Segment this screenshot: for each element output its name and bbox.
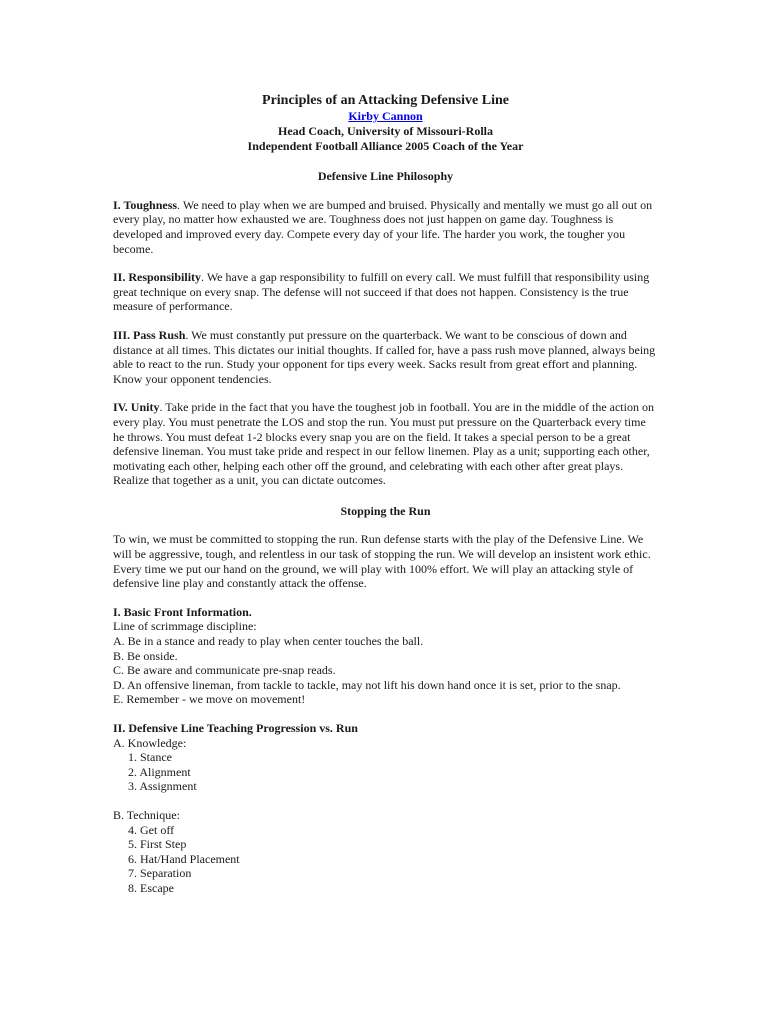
paragraph-text: . Take pride in the fact that you have the toughest job in football. You are in the middle of the action on every play. You must penetrate the LOS and stop the run. You must put pressure on the Quarterback every time he throws. You must defeat 1-2 blocks every snap you are on the field. It takes a special person to be a great defensive lineman. You must take pride and respect in our fellow linemen. Play as a unit; supporting each other, motivating each other, helping each other off the ground, and celebrating with each other after great plays. Realize that together as a unit, you can dictate outcomes.	[113, 400, 654, 488]
paragraph-label: I. Toughness	[113, 197, 178, 212]
run-intro: To win, we must be committed to stopping the run. Run defense starts with the play of the Defensive Line. We will be aggressive, tough, and relentless in our task of stopping the run. We will develop an insistent work ethic. Every time we put our hand on the ground, we will play with 100% effort. We will play an attacking style of defensive line play and constantly attack the offense.	[113, 532, 651, 591]
document-header	[113, 93, 658, 153]
technique-label: B. Technique:	[113, 807, 180, 822]
document-title: Principles of an Attacking Defensive Line	[262, 93, 509, 108]
progression-heading: II. Defensive Line Teaching Progression vs. Run	[113, 721, 358, 735]
list-item: 3. Assignment	[128, 779, 197, 794]
philosophy-heading: Defensive Line Philosophy	[317, 169, 454, 184]
paragraph-text: . We must constantly put pressure on the quarterback. We want to be conscious of down and distance at all times. This dictates our initial thoughts. If called for, have a pass rush move planned, always being able to react to the run. Study your opponent for tips every week. Sacks result from great effort and planning. Know your opponent tendencies.	[113, 327, 656, 386]
document-body	[113, 93, 658, 896]
list-item: D. An offensive lineman, from tackle to tackle, may not lift his down hand once it is set, prior to the snap.	[113, 677, 621, 692]
list-item: 4. Get off	[128, 822, 175, 837]
philosophy-paragraph	[113, 400, 658, 488]
list-item: 7. Separation	[128, 866, 192, 881]
list-item: E. Remember - we move on movement!	[113, 692, 306, 707]
list-item: 5. First Step	[128, 837, 187, 852]
author-award: Independent Football Alliance 2005 Coach of the Year	[247, 138, 524, 153]
paragraph-text: . We have a gap responsibility to fulfill on every call. We must fulfill that responsibility using great technique on every snap. The defense will not succeed if that does not happen. Consistency is the true measure of performance.	[113, 270, 650, 314]
list-item: B. Be onside.	[113, 648, 178, 663]
knowledge-label: A. Knowledge:	[113, 735, 187, 750]
paragraph-text: . We need to play when we are bumped and bruised. Physically and mentally we must go all out on every play, no matter how exhausted we are. Toughness does not just happen on game day. Toughness is developed and improved every day. Compete every day of your life. The harder you work, the tougher you become.	[113, 197, 653, 256]
list-item: 2. Alignment	[128, 764, 191, 779]
list-item: C. Be aware and communicate pre-snap reads.	[113, 663, 336, 678]
list-item: 8. Escape	[128, 880, 174, 895]
paragraph-label: IV. Unity	[113, 400, 160, 415]
philosophy-paragraph	[113, 328, 658, 386]
philosophy-paragraph	[113, 198, 658, 256]
list-item: A. Be in a stance and ready to play when center touches the ball.	[113, 634, 424, 649]
run-heading: Stopping the Run	[340, 503, 431, 518]
basic-front-lead: Line of scrimmage discipline:	[113, 619, 257, 634]
paragraph-label: II. Responsibility	[113, 270, 202, 285]
basic-front-heading: I. Basic Front Information.	[113, 604, 252, 619]
philosophy-paragraph	[113, 270, 658, 314]
author-position: Head Coach, University of Missouri-Rolla	[278, 124, 493, 138]
paragraph-label: III. Pass Rush	[113, 327, 186, 342]
list-item: 1. Stance	[128, 750, 172, 765]
author-link[interactable]: Kirby Cannon	[348, 109, 423, 123]
list-item: 6. Hat/Hand Placement	[128, 851, 240, 866]
